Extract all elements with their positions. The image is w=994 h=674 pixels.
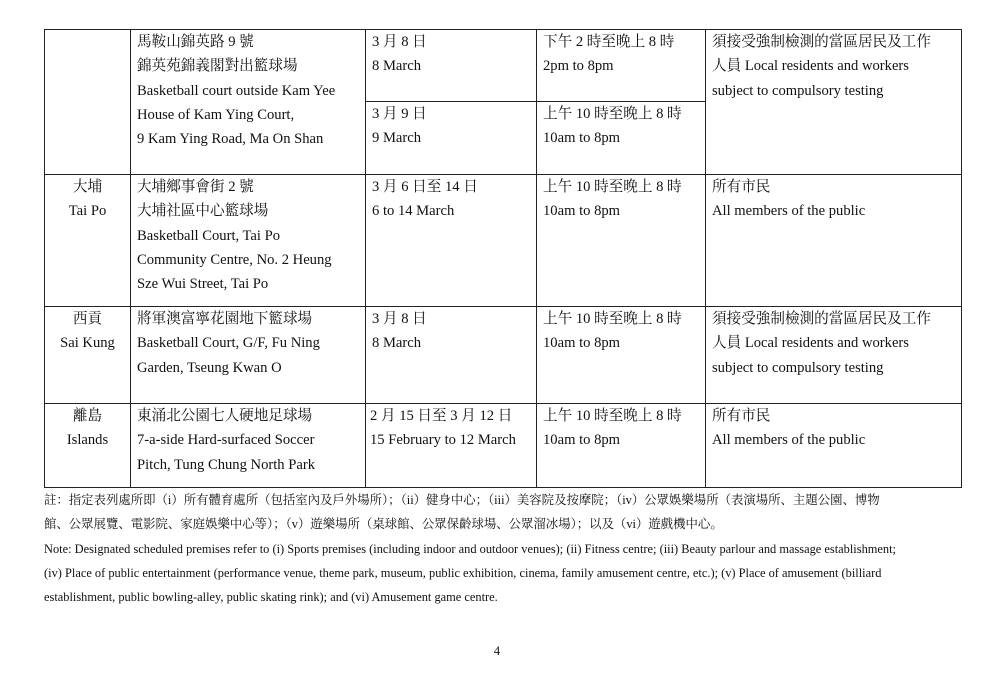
- district-cell: [45, 404, 131, 488]
- date-zh: 3 月 8 日: [372, 311, 427, 327]
- date-cell: [366, 404, 537, 488]
- eligibility-line: 須接受強制檢測的當區居民及工作: [712, 311, 931, 327]
- table-row: [45, 30, 962, 102]
- address-line: 馬鞍山錦英路 9 號: [137, 34, 254, 50]
- eligibility-cell: [706, 30, 962, 175]
- address-line: Sze Wui Street, Tai Po: [137, 276, 269, 293]
- date-zh: 3 月 6 日至 14 日: [372, 179, 478, 195]
- time-zh: 上午 10 時至晚上 8 時: [543, 311, 682, 327]
- date-zh: 3 月 8 日: [372, 34, 427, 50]
- note-en-line: establishment, public bowling-alley, public skating rink); and (vi) Amusement game centre.: [44, 590, 498, 605]
- time-en: 10am to 8pm: [543, 335, 621, 352]
- district-cell: [45, 307, 131, 404]
- time-en: 10am to 8pm: [543, 130, 621, 147]
- date-en: 6 to 14 March: [372, 203, 455, 220]
- eligibility-line: All members of the public: [712, 432, 866, 449]
- time-zh: 上午 10 時至晚上 8 時: [543, 106, 682, 122]
- eligibility-line: 人員 Local residents and workers: [712, 58, 909, 75]
- address-line: 大埔鄉事會街 2 號: [137, 179, 254, 195]
- date-en: 9 March: [372, 130, 422, 147]
- address-line: Basketball Court, G/F, Fu Ning: [137, 335, 320, 352]
- district-name-en: Tai Po: [68, 203, 107, 220]
- time-zh: 上午 10 時至晚上 8 時: [543, 179, 682, 195]
- district-name-zh: 大埔: [72, 179, 103, 195]
- address-line: 大埔社區中心籃球場: [137, 203, 269, 220]
- eligibility-line: subject to compulsory testing: [712, 359, 884, 376]
- address-line: Basketball Court, Tai Po: [137, 227, 281, 244]
- date-cell: [366, 102, 537, 175]
- table-row: [45, 175, 962, 307]
- address-cell: [131, 30, 366, 175]
- note-en-line: (iv) Place of public entertainment (performance venue, theme park, museum, public exhibition, cinema, family amusement centre, etc.); (v) Place of amusement (billiard: [44, 565, 882, 580]
- time-cell: [537, 30, 706, 102]
- address-line: Community Centre, No. 2 Heung: [137, 251, 332, 268]
- date-zh: 2 月 15 日至 3 月 12 日: [370, 408, 513, 424]
- eligibility-line: All members of the public: [712, 203, 866, 220]
- date-en: 8 March: [372, 335, 422, 352]
- time-cell: [537, 102, 706, 175]
- time-cell: [537, 175, 706, 307]
- address-line: Basketball court outside Kam Yee: [137, 82, 336, 99]
- time-en: 10am to 8pm: [543, 203, 621, 220]
- address-line: 7-a-side Hard-surfaced Soccer: [137, 432, 315, 449]
- address-line: Pitch, Tung Chung North Park: [137, 456, 315, 473]
- address-line: 9 Kam Ying Road, Ma On Shan: [137, 131, 324, 148]
- eligibility-line: 所有市民: [712, 408, 771, 424]
- page-number: 4: [493, 644, 501, 658]
- table-row: [45, 404, 962, 488]
- time-cell: [537, 404, 706, 488]
- address-cell: [131, 175, 366, 307]
- time-zh: 下午 2 時至晚上 8 時: [543, 34, 675, 50]
- eligibility-line: 人員 Local residents and workers: [712, 335, 909, 352]
- note-zh-line: 館、公眾展覽、電影院、家庭娛樂中心等）；（v）遊樂場所（桌球館、公眾保齡球場、公眾溜冰場）；以及（vi）遊戲機中心。: [44, 517, 723, 532]
- time-cell: [537, 307, 706, 404]
- address-line: 東涌北公園七人硬地足球場: [137, 408, 313, 424]
- date-en: 15 February to 12 March: [370, 432, 516, 449]
- district-cell: [45, 30, 131, 175]
- address-cell: [131, 404, 366, 488]
- address-line: Garden, Tseung Kwan O: [137, 359, 282, 376]
- address-line: 將軍澳富寧花園地下籃球場: [137, 311, 313, 327]
- footnotes: [44, 488, 964, 609]
- eligibility-line: 須接受強制檢測的當區居民及工作: [712, 34, 931, 50]
- time-en: 2pm to 8pm: [543, 58, 614, 75]
- eligibility-cell: [706, 307, 962, 404]
- address-line: House of Kam Ying Court,: [137, 106, 295, 123]
- date-cell: [366, 175, 537, 307]
- date-cell: [366, 307, 537, 404]
- note-zh-line: 註：指定表列處所即（i）所有體育處所（包括室內及戶外場所）；（ii）健身中心；（iii）美容院及按摩院；（iv）公眾娛樂場所（表演場所、主題公園、博物: [44, 493, 880, 507]
- table-row: [45, 307, 962, 404]
- eligibility-cell: [706, 404, 962, 488]
- eligibility-line: subject to compulsory testing: [712, 82, 884, 99]
- date-zh: 3 月 9 日: [372, 106, 427, 122]
- date-en: 8 March: [372, 58, 422, 75]
- time-zh: 上午 10 時至晚上 8 時: [543, 408, 682, 424]
- district-name-zh: 離島: [72, 408, 103, 424]
- address-line: 錦英苑錦義閣對出籃球場: [137, 58, 298, 75]
- district-name-en: Islands: [66, 432, 109, 449]
- eligibility-line: 所有市民: [712, 179, 771, 195]
- date-cell: [366, 30, 537, 102]
- district-name-en: Sai Kung: [60, 335, 115, 352]
- eligibility-cell: [706, 175, 962, 307]
- district-name-zh: 西貢: [72, 311, 103, 327]
- time-en: 10am to 8pm: [543, 432, 621, 449]
- note-en-line: Note: Designated scheduled premises refer to (i) Sports premises (including indoor and outdoor venues); (ii) Fitness centre; (iii) Beauty parlour and massage establishment;: [44, 541, 896, 556]
- address-cell: [131, 307, 366, 404]
- testing-venues-table: [44, 29, 962, 488]
- district-cell: [45, 175, 131, 307]
